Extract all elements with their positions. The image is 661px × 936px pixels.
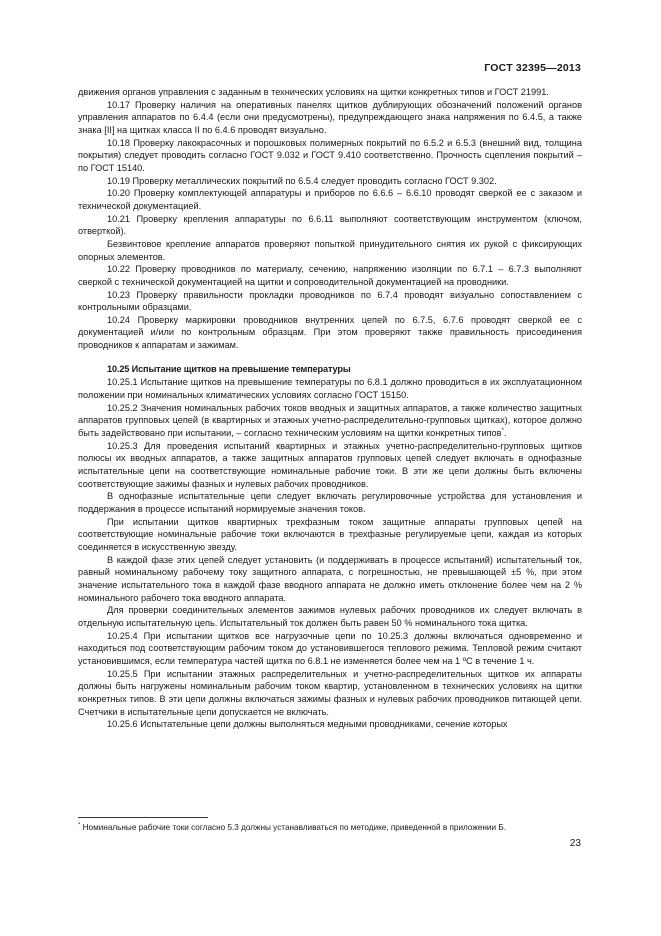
paragraph: 10.22 Проверку проводников по материалу, сечению, напряжению изоляции по 6.7.1 – 6.7.3 выполняют сверкой с технической документацией на щитки и сопроводительной документацией на проводники. — [78, 264, 582, 287]
paragraph: 10.24 Проверку маркировки проводников внутренних цепей по 6.7.5, 6.7.6 проводят сверкой ее с документацией и/или по контрольным образцам. При этом проверяют также правильность присоединения проводников к аппаратам и зажимам. — [78, 314, 582, 351]
paragraph: 10.20 Проверку комплектующей аппаратуры и приборов по 6.6.6 – 6.6.10 проводят сверкой ее с заказом и технической документацией. — [78, 188, 582, 211]
paragraph: 10.21 Проверку крепления аппаратуры по 6.6.11 выполняют соответствующим инструментом (ключом, отверткой). — [78, 213, 582, 237]
footnote-divider — [78, 817, 208, 818]
paragraph: Безвинтовое крепление аппаратов проверяют попыткой принудительного снятия их рукой с фиксирующих опорных элементов. — [78, 238, 582, 262]
paragraph: 10.23 Проверку правильности прокладки проводников по 6.7.4 проводят визуально сопоставлением с контрольными образцами. — [78, 289, 582, 313]
paragraph: В однофазные испытательные цепи следует включать регулировочные устройства для установления и поддержания в процессе испытаний нормируемые значения токов. — [78, 491, 582, 514]
paragraph: 10.18 Проверку лакокрасочных и порошковых полимерных покрытий по 6.5.2 и 6.5.3 (внешний вид, толщина покрытия) следует проводить согласно ГОСТ 9.032 и ГОСТ 9.410 соответственно. Прочность сцепления покрытий – по ГОСТ 15140. — [78, 137, 582, 173]
paragraph: 10.25.5 При испытании этажных распределительных и учетно-распределительных щитков их аппараты должны быть нагружены номинальным рабочим током квартир, установленном в технических условиях на щитки конкретных типов. В эти цепи должны включаться зажимы фазных и нулевых рабочих проводников питающей цепи. Счетчики в испытательные цепи допускается не включать. — [78, 668, 582, 717]
footnote-ref: * — [501, 428, 504, 434]
paragraph: 10.25.3 Для проведения испытаний квартирных и этажных учетно-распределительно-групповых щитков полюсы их вводных аппаратов, а также защитных аппаратов групповых цепей следует включать в однофазные испытательные цепи на соответствующие номинальные рабочие токи. В эти же цепи должны быть включены соответствующие зажимы фазных и нулевых рабочих проводников. — [78, 440, 582, 489]
paragraph: 10.17 Проверку наличия на оперативных панелях щитков дублирующих обозначений положений органов управления аппаратов по 6.4.4 (если они предусмотрены), предупреждающего знака напряжения по 6.4.5, а также знака [II] на щитках класса II по 6.4.6 проводят визуально. — [78, 99, 582, 135]
section-heading: 10.25 Испытание щитков на превышение температуры — [107, 363, 351, 374]
footnote — [78, 822, 582, 833]
footnote-marker: * — [78, 822, 81, 829]
page-number: 23 — [569, 838, 581, 849]
paragraph: 10.25.6 Испытательные цепи должны выполняться медными проводниками, сечение которых — [107, 719, 508, 730]
paragraph: При испытании щитков квартирных трехфазным током защитные аппараты групповых цепей на соответствующие номинальные рабочие токи включаются в трехфазные регулируемые цепи, каждая из которых соединяется в искусственную звезду. — [78, 516, 582, 552]
document-id-header: ГОСТ 32395—2013 — [484, 62, 581, 74]
paragraph-text: 10.25.2 Значения номинальных рабочих токов вводных и защитных аппаратов, а также количество защитных аппаратов групповых цепей (в квартирных и этажных учетно-распределительно-групповых щитках), которое должно быть задействовано при испытании, – согласно техническим условиям на щитки конкретных типов — [78, 402, 582, 439]
page-body — [78, 86, 582, 731]
paragraph: Для проверки соединительных элементов зажимов нулевых рабочих проводников их следует включать в отдельную испытательную цепь. Испытательный ток должен быть равен 50 % номинального тока щитка. — [78, 605, 582, 628]
paragraph: 10.25.2 Значения номинальных рабочих токов вводных и защитных аппаратов, а также количество защитных аппаратов групповых цепей (в квартирных и этажных учетно-распределительно-групповых щитках), которое должно быть задействовано при испытании, – согласно техническим условиям на щитки конкретных типов*. — [78, 402, 582, 439]
paragraph: 10.19 Проверку металлических покрытий по 6.5.4 следует проводить согласно ГОСТ 9.302. — [107, 175, 497, 186]
paragraph: В каждой фазе этих цепей следует установить (и поддерживать в процессе испытаний) испытательный ток, равный номинальному рабочему току защитного аппарата, с погрешностью, не превышающей ±5 %, при этом значение испытательного тока в каждой фазе вводного аппарата не должно иметь отклонение более чем на 2 % номинального рабочего тока вводного аппарата. — [78, 554, 582, 603]
footnote-text: Номинальные рабочие токи согласно 5.3 должны устанавливаться по методике, приведенной в приложении Б. — [82, 823, 506, 832]
paragraph: 10.25.1 Испытание щитков на превышение температуры по 6.8.1 должно проводиться в их эксплуатационном положении при номинальных климатических условиях согласно ГОСТ 15150. — [78, 377, 582, 401]
paragraph: 10.25.4 При испытании щитков все нагрузочные цепи по 10.25.3 должны включаться одновременно и находиться под соответствующим рабочим током до установившегося теплового режима. Тепловой режим считают установившимся, если температура частей щитка по 6.8.1 не изменяется более чем на 1 ºС в течение 1 ч. — [78, 630, 582, 666]
paragraph: движения органов управления с заданным в технических условиях на щитки конкретных типов и ГОСТ 21991. — [78, 87, 549, 97]
